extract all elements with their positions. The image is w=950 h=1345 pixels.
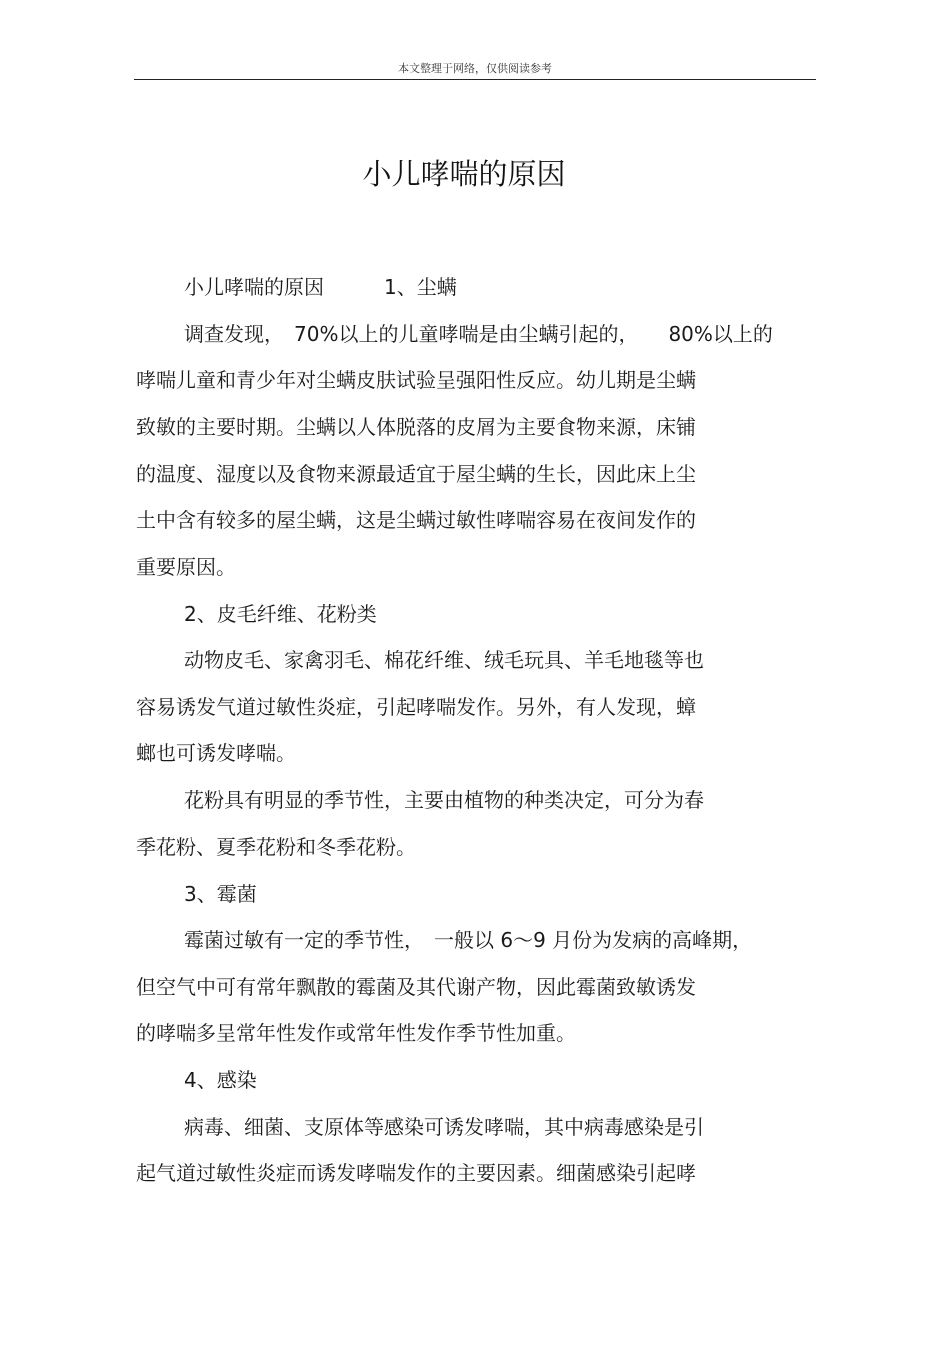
paragraph-line: 霉菌过敏有一定的季节性， 一般以 6～9 月份为发病的高峰期， [184, 928, 753, 952]
paragraph-line: 哮喘儿童和青少年对尘螨皮肤试验呈强阳性反应。幼儿期是尘螨 [136, 368, 696, 392]
paragraph-line: 病毒、细菌、支原体等感染可诱发哮喘，其中病毒感染是引 [184, 1115, 704, 1139]
paragraph-line: 但空气中可有常年飘散的霉菌及其代谢产物，因此霉菌致敏诱发 [136, 975, 696, 999]
document-title: 小儿哮喘的原因 [362, 157, 566, 191]
paragraph-line: 容易诱发气道过敏性炎症，引起哮喘发作。另外，有人发现，蟑 [136, 695, 696, 719]
paragraph-line: 的哮喘多呈常年性发作或常年性发作季节性加重。 [136, 1021, 576, 1045]
paragraph-line: 土中含有较多的屋尘螨，这是尘螨过敏性哮喘容易在夜间发作的 [136, 508, 696, 532]
paragraph-line: 的温度、湿度以及食物来源最适宜于屋尘螨的生长，因此床上尘 [136, 462, 696, 486]
section-heading-infection: 4、感染 [184, 1068, 257, 1092]
paragraph-line: 花粉具有明显的季节性，主要由植物的种类决定，可分为春 [184, 788, 704, 812]
section-heading-fur-pollen: 2、皮毛纤维、花粉类 [184, 602, 377, 626]
paragraph-line: 重要原因。 [136, 555, 236, 579]
header-divider [134, 79, 816, 80]
section-heading-dust-mites: 小儿哮喘的原因 1、尘螨 [184, 275, 457, 299]
paragraph-line: 调查发现， 70%以上的儿童哮喘是由尘螨引起的， 80%以上的 [184, 322, 773, 346]
paragraph-line: 致敏的主要时期。尘螨以人体脱落的皮屑为主要食物来源，床铺 [136, 415, 696, 439]
section-heading-mold: 3、霉菌 [184, 882, 257, 906]
paragraph-line: 季花粉、夏季花粉和冬季花粉。 [136, 835, 416, 859]
paragraph-line: 动物皮毛、家禽羽毛、棉花纤维、绒毛玩具、羊毛地毯等也 [184, 648, 704, 672]
paragraph-line: 起气道过敏性炎症而诱发哮喘发作的主要因素。细菌感染引起哮 [136, 1161, 696, 1185]
paragraph-line: 螂也可诱发哮喘。 [136, 741, 296, 765]
page-header-note: 本文整理于网络，仅供阅读参考 [398, 62, 552, 75]
